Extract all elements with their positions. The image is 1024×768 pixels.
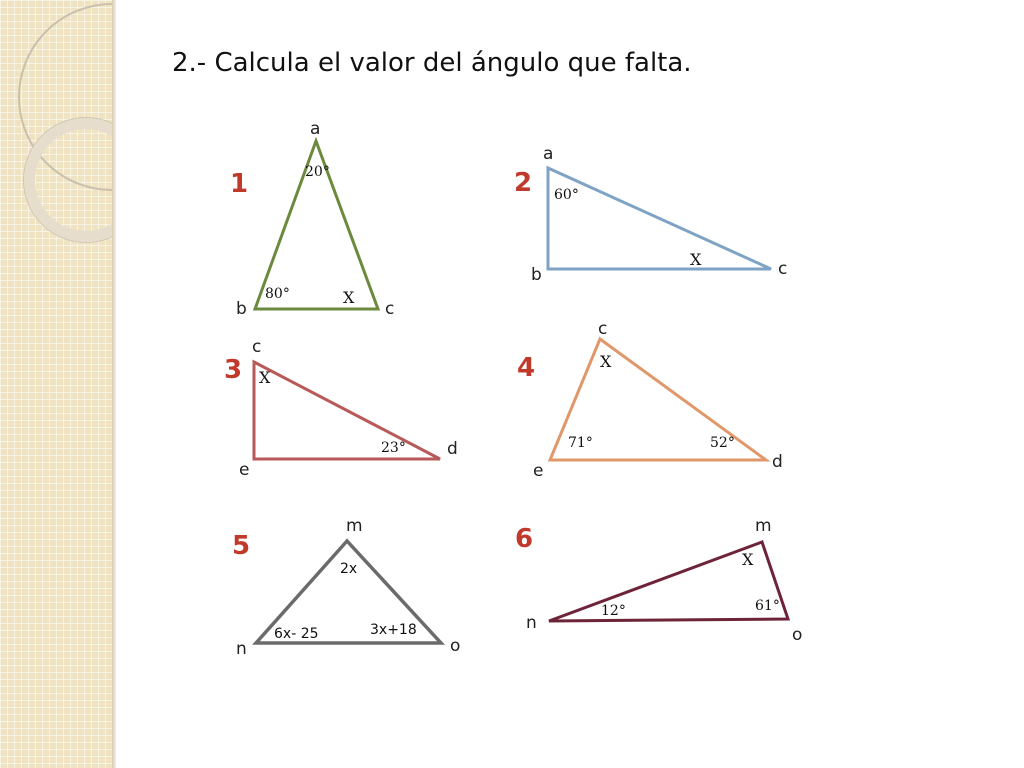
vertex-label: c — [598, 319, 608, 339]
angle-label: 20° — [305, 164, 330, 180]
triangle-4 — [517, 319, 783, 481]
vertex-label: n — [236, 639, 247, 659]
vertex-label: a — [543, 144, 554, 164]
vertex-label: n — [526, 613, 537, 633]
vertex-label: d — [772, 452, 783, 472]
triangle-shape — [254, 362, 440, 459]
triangle-5 — [232, 516, 460, 659]
vertex-label: c — [252, 337, 262, 357]
triangle-shape — [548, 168, 771, 269]
angle-label: 61° — [755, 598, 780, 614]
angle-label: 80° — [265, 286, 290, 302]
angle-expression: 3x+18 — [370, 622, 417, 638]
unknown-angle-label: X — [742, 550, 754, 569]
triangle-3 — [224, 337, 458, 480]
vertex-label: a — [310, 119, 321, 139]
unknown-angle-label: X — [600, 352, 612, 371]
angle-expression: 6x- 25 — [274, 626, 319, 642]
vertex-label: b — [236, 299, 247, 319]
angle-label: 12° — [601, 603, 626, 619]
vertex-label: c — [778, 259, 788, 279]
triangle-number: 5 — [232, 531, 251, 561]
triangle-number: 1 — [230, 169, 249, 199]
vertex-label: o — [792, 625, 803, 645]
angle-expression: 2x — [340, 561, 358, 577]
triangle-6 — [515, 516, 802, 645]
triangle-number: 6 — [515, 524, 534, 554]
vertex-label: e — [533, 461, 544, 481]
unknown-angle-label: X — [690, 250, 702, 269]
triangle-number: 3 — [224, 355, 243, 385]
triangle-number: 2 — [514, 168, 533, 198]
triangle-number: 4 — [517, 353, 536, 383]
vertex-label: c — [385, 299, 395, 319]
vertex-label: m — [346, 516, 363, 536]
vertex-label: e — [239, 460, 250, 480]
angle-label: 71° — [568, 435, 593, 451]
unknown-angle-label: X — [259, 368, 271, 387]
vertex-label: o — [450, 636, 461, 656]
angle-label: 60° — [554, 187, 579, 203]
vertex-label: b — [531, 265, 542, 285]
triangle-2 — [514, 144, 787, 285]
slide-title: 2.- Calcula el valor del ángulo que falta. — [172, 48, 692, 78]
angle-label: 23° — [381, 440, 406, 456]
angle-label: 52° — [710, 435, 735, 451]
unknown-angle-label: X — [343, 288, 355, 307]
vertex-label: m — [755, 516, 772, 536]
vertex-label: d — [447, 439, 458, 459]
triangle-1 — [230, 119, 394, 319]
